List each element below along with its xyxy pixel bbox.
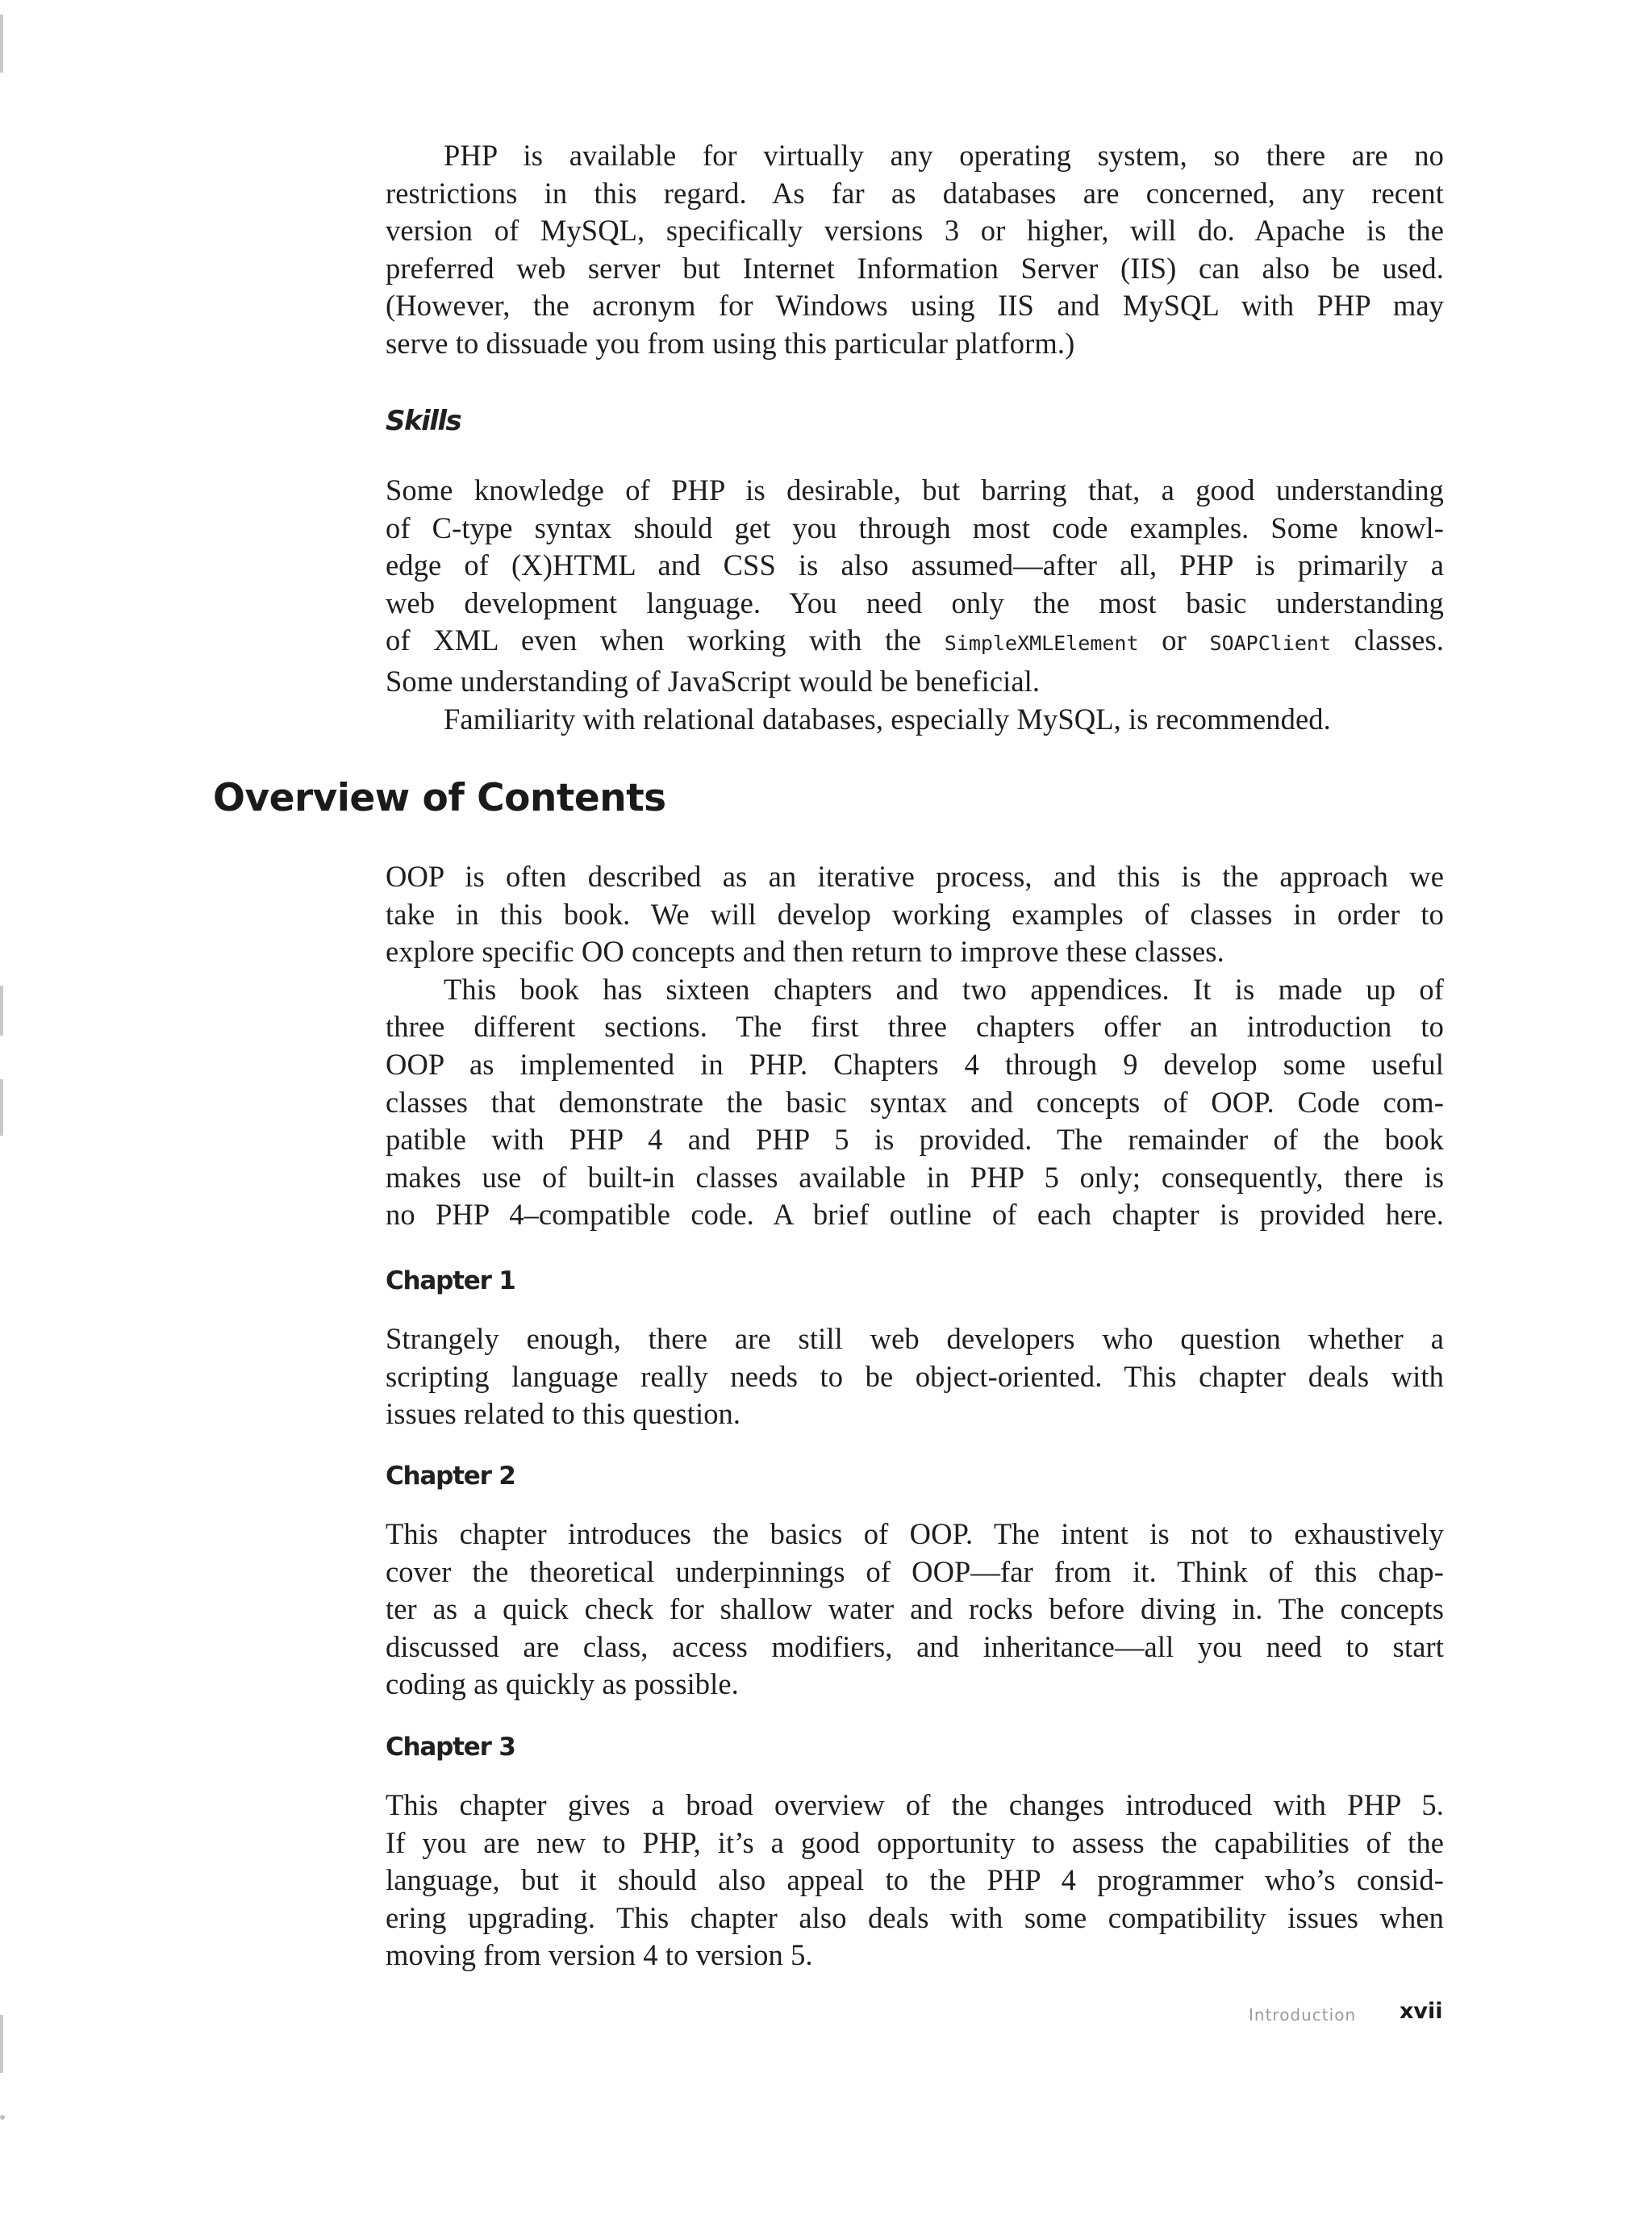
text-line: coding as quickly as possible. bbox=[386, 1667, 739, 1701]
text-line: ering upgrading. This chapter also deals with some compatibility issues when bbox=[386, 1900, 1444, 1934]
text-line: serve to dissuade you from using this particular platform.) bbox=[386, 326, 1075, 360]
overview-paragraph-2 bbox=[386, 971, 1444, 1234]
text-line: no PHP 4–compatible code. A brief outline of each chapter is provided here. bbox=[386, 1198, 1444, 1232]
skills-paragraph-2 bbox=[386, 701, 1444, 739]
skills-section bbox=[386, 472, 1444, 738]
text-line: makes use of built-in classes available in PHP 5 only; consequently, there is bbox=[386, 1160, 1444, 1194]
text-line: (However, the acronym for Windows using IIS and MySQL with PHP may bbox=[386, 289, 1444, 323]
skills-heading: Skills bbox=[386, 405, 461, 437]
text-line: preferred web server but Internet Information Server (IIS) can also be used. bbox=[386, 251, 1444, 285]
scan-edge-mark bbox=[0, 1079, 3, 1136]
scan-edge-mark bbox=[0, 986, 3, 1036]
chapter-2-heading: Chapter 2 bbox=[386, 1462, 515, 1491]
text-line: three different sections. The first three chapters offer an introduction to bbox=[386, 1010, 1444, 1044]
text-line: language, but it should also appeal to the PHP 4 programmer who’s consid- bbox=[386, 1863, 1444, 1897]
text-line: classes that demonstrate the basic syntax and concepts of OOP. Code com- bbox=[386, 1085, 1444, 1119]
text-line: of C-type syntax should get you through most code examples. Some knowl- bbox=[386, 511, 1444, 544]
text-line: scripting language really needs to be object-oriented. This chapter deals with bbox=[386, 1359, 1444, 1393]
text-line: This book has sixteen chapters and two appendices. It is made up of bbox=[444, 972, 1444, 1006]
text-line: Some understanding of JavaScript would be beneficial. bbox=[386, 664, 1041, 698]
text-line: OOP as implemented in PHP. Chapters 4 through 9 develop some useful bbox=[386, 1047, 1444, 1081]
text-line: patible with PHP 4 and PHP 5 is provided. The remainder of the book bbox=[386, 1123, 1444, 1157]
text-segment: classes. bbox=[1331, 623, 1444, 657]
text-line: moving from version 4 to version 5. bbox=[386, 1938, 813, 1972]
code-soapclient: SOAPClient bbox=[1209, 632, 1332, 656]
intro-paragraph-text bbox=[386, 137, 1444, 363]
text-line: PHP is available for virtually any operating system, so there are no bbox=[444, 139, 1444, 172]
overview-paragraph-1 bbox=[386, 858, 1444, 971]
chapter-3-heading: Chapter 3 bbox=[386, 1733, 515, 1762]
overview-heading: Overview of Contents bbox=[213, 776, 666, 820]
text-line: ter as a quick check for shallow water and rocks before diving in. The concepts bbox=[386, 1592, 1444, 1626]
overview-section bbox=[386, 858, 1444, 1234]
chapter-1-heading: Chapter 1 bbox=[386, 1266, 515, 1295]
chapter-3-text bbox=[386, 1787, 1444, 1975]
text-line: take in this book. We will develop working examples of classes in order to bbox=[386, 897, 1444, 931]
text-line: OOP is often described as an iterative process, and this is the approach we bbox=[386, 860, 1444, 893]
page-number: xvii bbox=[1400, 1999, 1443, 2024]
chapter-3-paragraph bbox=[386, 1787, 1444, 1975]
text-line: issues related to this question. bbox=[386, 1397, 741, 1431]
intro-paragraph bbox=[386, 137, 1444, 363]
skills-paragraph-1 bbox=[386, 472, 1444, 701]
scan-edge-dot bbox=[0, 2115, 5, 2120]
chapter-2-text bbox=[386, 1516, 1444, 1704]
chapter-1-paragraph bbox=[386, 1320, 1444, 1433]
text-line: edge of (X)HTML and CSS is also assumed—after all, PHP is primarily a bbox=[386, 548, 1444, 582]
text-line: This chapter gives a broad overview of the changes introduced with PHP 5. bbox=[386, 1788, 1444, 1821]
text-line: discussed are class, access modifiers, and inheritance—all you need to start bbox=[386, 1629, 1444, 1663]
code-simplexmlelement: SimpleXMLElement bbox=[944, 632, 1139, 656]
text-line: explore specific OO concepts and then return to improve these classes. bbox=[386, 935, 1224, 969]
text-line: This chapter introduces the basics of OOP. The intent is not to exhaustively bbox=[386, 1517, 1444, 1550]
text-line: web development language. You need only the most basic understanding bbox=[386, 586, 1444, 619]
text-line: version of MySQL, specifically versions 3 or higher, will do. Apache is the bbox=[386, 214, 1444, 248]
scan-edge-mark bbox=[0, 2015, 3, 2073]
text-line: Familiarity with relational databases, especially MySQL, is recommended. bbox=[444, 702, 1331, 736]
text-line: cover the theoretical underpinnings of OOP—far from it. Think of this chap- bbox=[386, 1554, 1444, 1588]
chapter-2-paragraph bbox=[386, 1516, 1444, 1704]
chapter-1-text bbox=[386, 1320, 1444, 1433]
text-line: Strangely enough, there are still web developers who question whether a bbox=[386, 1322, 1444, 1355]
text-segment: of XML even when working with the bbox=[386, 623, 945, 657]
text-line: restrictions in this regard. As far as databases are concerned, any recent bbox=[386, 176, 1444, 210]
scan-edge-mark bbox=[0, 15, 3, 73]
running-footer-section: Introduction bbox=[1249, 2005, 1357, 2025]
text-line: If you are new to PHP, it’s a good opportunity to assess the capabilities of the bbox=[386, 1825, 1444, 1859]
text-line-with-code bbox=[386, 622, 1444, 663]
text-segment: or bbox=[1138, 623, 1210, 657]
text-line: Some knowledge of PHP is desirable, but barring that, a good understanding bbox=[386, 473, 1444, 507]
